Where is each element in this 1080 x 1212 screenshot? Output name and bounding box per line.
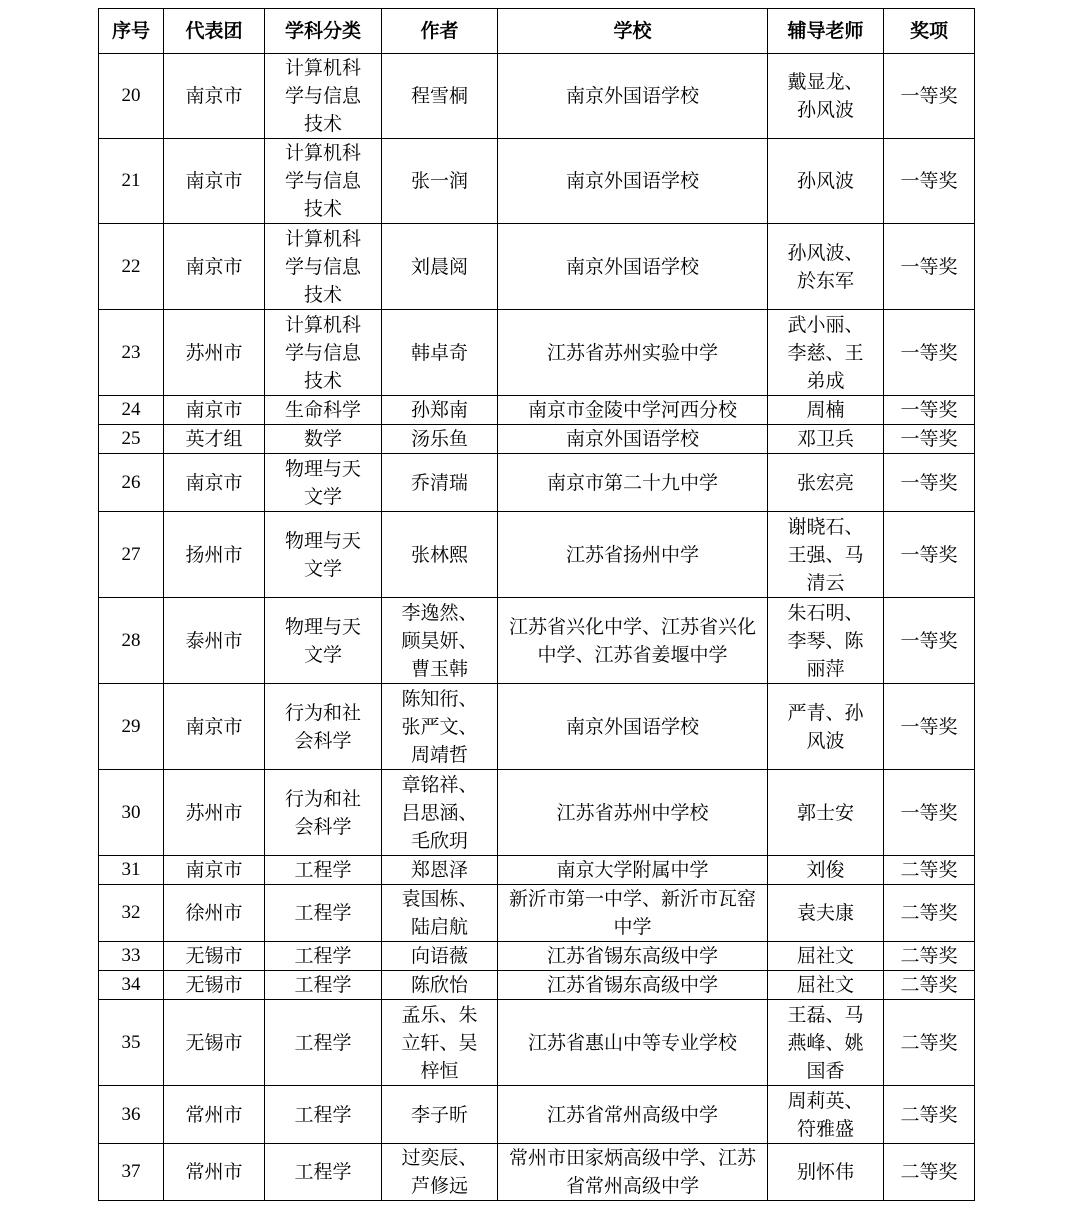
table-row bbox=[99, 1086, 975, 1144]
table-row bbox=[99, 684, 975, 770]
table-row bbox=[99, 885, 975, 942]
cell-delegation: 南京市 bbox=[164, 54, 265, 139]
cell-no: 20 bbox=[99, 54, 164, 139]
cell-school: 江苏省苏州中学校 bbox=[498, 770, 768, 856]
header-subject: 学科分类 bbox=[265, 9, 382, 54]
cell-school: 南京外国语学校 bbox=[498, 684, 768, 770]
table-row bbox=[99, 971, 975, 1000]
cell-no: 21 bbox=[99, 139, 164, 224]
cell-teacher: 戴显龙、孙风波 bbox=[768, 54, 884, 139]
cell-teacher: 屈社文 bbox=[768, 942, 884, 971]
cell-subject: 行为和社会科学 bbox=[265, 770, 382, 856]
cell-teacher: 王磊、马燕峰、姚国香 bbox=[768, 1000, 884, 1086]
cell-delegation: 南京市 bbox=[164, 139, 265, 224]
cell-teacher: 严青、孙风波 bbox=[768, 684, 884, 770]
cell-delegation: 南京市 bbox=[164, 454, 265, 512]
cell-award: 一等奖 bbox=[884, 224, 975, 310]
cell-award: 二等奖 bbox=[884, 971, 975, 1000]
cell-school: 江苏省苏州实验中学 bbox=[498, 310, 768, 396]
cell-author: 过奕辰、芦修远 bbox=[382, 1144, 498, 1201]
cell-delegation: 英才组 bbox=[164, 425, 265, 454]
table-row bbox=[99, 310, 975, 396]
cell-author: 程雪桐 bbox=[382, 54, 498, 139]
cell-teacher: 袁夫康 bbox=[768, 885, 884, 942]
cell-school: 常州市田家炳高级中学、江苏省常州高级中学 bbox=[498, 1144, 768, 1201]
cell-no: 22 bbox=[99, 224, 164, 310]
cell-author: 孟乐、朱立轩、吴梓恒 bbox=[382, 1000, 498, 1086]
cell-subject: 工程学 bbox=[265, 971, 382, 1000]
cell-author: 孙郑南 bbox=[382, 396, 498, 425]
cell-award: 二等奖 bbox=[884, 856, 975, 885]
cell-teacher: 谢晓石、王强、马清云 bbox=[768, 512, 884, 598]
cell-subject: 计算机科学与信息技术 bbox=[265, 310, 382, 396]
cell-award: 二等奖 bbox=[884, 1000, 975, 1086]
cell-award: 一等奖 bbox=[884, 54, 975, 139]
cell-author: 郑恩泽 bbox=[382, 856, 498, 885]
cell-subject: 物理与天文学 bbox=[265, 598, 382, 684]
cell-delegation: 南京市 bbox=[164, 684, 265, 770]
cell-no: 34 bbox=[99, 971, 164, 1000]
cell-award: 一等奖 bbox=[884, 425, 975, 454]
table-header-row bbox=[99, 9, 975, 54]
cell-school: 南京外国语学校 bbox=[498, 425, 768, 454]
cell-teacher: 朱石明、李琴、陈丽萍 bbox=[768, 598, 884, 684]
cell-no: 28 bbox=[99, 598, 164, 684]
cell-school: 江苏省锡东高级中学 bbox=[498, 942, 768, 971]
cell-award: 二等奖 bbox=[884, 1144, 975, 1201]
cell-teacher: 郭士安 bbox=[768, 770, 884, 856]
cell-award: 一等奖 bbox=[884, 598, 975, 684]
header-no: 序号 bbox=[99, 9, 164, 54]
cell-delegation: 苏州市 bbox=[164, 310, 265, 396]
cell-delegation: 南京市 bbox=[164, 396, 265, 425]
cell-delegation: 苏州市 bbox=[164, 770, 265, 856]
table-row bbox=[99, 942, 975, 971]
cell-award: 二等奖 bbox=[884, 885, 975, 942]
cell-author: 向语薇 bbox=[382, 942, 498, 971]
cell-delegation: 常州市 bbox=[164, 1086, 265, 1144]
cell-author: 陈欣怡 bbox=[382, 971, 498, 1000]
cell-teacher: 孙风波 bbox=[768, 139, 884, 224]
cell-school: 南京外国语学校 bbox=[498, 54, 768, 139]
table-row bbox=[99, 54, 975, 139]
cell-award: 一等奖 bbox=[884, 396, 975, 425]
cell-no: 24 bbox=[99, 396, 164, 425]
cell-teacher: 孙风波、於东军 bbox=[768, 224, 884, 310]
cell-subject: 行为和社会科学 bbox=[265, 684, 382, 770]
cell-subject: 工程学 bbox=[265, 1000, 382, 1086]
cell-delegation: 徐州市 bbox=[164, 885, 265, 942]
cell-subject: 计算机科学与信息技术 bbox=[265, 139, 382, 224]
header-school: 学校 bbox=[498, 9, 768, 54]
table-row bbox=[99, 139, 975, 224]
table-row bbox=[99, 856, 975, 885]
cell-delegation: 常州市 bbox=[164, 1144, 265, 1201]
cell-delegation: 无锡市 bbox=[164, 942, 265, 971]
table-row bbox=[99, 598, 975, 684]
cell-award: 一等奖 bbox=[884, 684, 975, 770]
table-row bbox=[99, 396, 975, 425]
cell-subject: 物理与天文学 bbox=[265, 454, 382, 512]
cell-no: 31 bbox=[99, 856, 164, 885]
cell-teacher: 邓卫兵 bbox=[768, 425, 884, 454]
table-row bbox=[99, 1000, 975, 1086]
cell-delegation: 泰州市 bbox=[164, 598, 265, 684]
cell-author: 陈知衎、张严文、周靖哲 bbox=[382, 684, 498, 770]
cell-delegation: 南京市 bbox=[164, 224, 265, 310]
cell-school: 江苏省扬州中学 bbox=[498, 512, 768, 598]
table-row bbox=[99, 454, 975, 512]
cell-award: 一等奖 bbox=[884, 139, 975, 224]
cell-author: 章铭祥、吕思涵、毛欣玥 bbox=[382, 770, 498, 856]
cell-delegation: 无锡市 bbox=[164, 1000, 265, 1086]
cell-no: 26 bbox=[99, 454, 164, 512]
cell-no: 25 bbox=[99, 425, 164, 454]
cell-school: 南京外国语学校 bbox=[498, 224, 768, 310]
cell-school: 江苏省锡东高级中学 bbox=[498, 971, 768, 1000]
cell-teacher: 周楠 bbox=[768, 396, 884, 425]
cell-author: 汤乐鱼 bbox=[382, 425, 498, 454]
table-row bbox=[99, 1144, 975, 1201]
cell-author: 张林熙 bbox=[382, 512, 498, 598]
cell-subject: 工程学 bbox=[265, 942, 382, 971]
table-row bbox=[99, 770, 975, 856]
cell-no: 33 bbox=[99, 942, 164, 971]
cell-school: 江苏省常州高级中学 bbox=[498, 1086, 768, 1144]
table-row bbox=[99, 224, 975, 310]
cell-no: 35 bbox=[99, 1000, 164, 1086]
cell-subject: 工程学 bbox=[265, 856, 382, 885]
cell-subject: 计算机科学与信息技术 bbox=[265, 54, 382, 139]
cell-school: 新沂市第一中学、新沂市瓦窑中学 bbox=[498, 885, 768, 942]
cell-subject: 工程学 bbox=[265, 1086, 382, 1144]
cell-delegation: 无锡市 bbox=[164, 971, 265, 1000]
cell-subject: 计算机科学与信息技术 bbox=[265, 224, 382, 310]
cell-school: 南京市第二十九中学 bbox=[498, 454, 768, 512]
cell-author: 韩卓奇 bbox=[382, 310, 498, 396]
cell-no: 30 bbox=[99, 770, 164, 856]
award-table bbox=[98, 8, 975, 1201]
cell-subject: 物理与天文学 bbox=[265, 512, 382, 598]
header-delegation: 代表团 bbox=[164, 9, 265, 54]
cell-author: 乔清瑞 bbox=[382, 454, 498, 512]
table-row bbox=[99, 425, 975, 454]
cell-award: 二等奖 bbox=[884, 942, 975, 971]
cell-delegation: 扬州市 bbox=[164, 512, 265, 598]
cell-no: 29 bbox=[99, 684, 164, 770]
cell-teacher: 武小丽、李慈、王弟成 bbox=[768, 310, 884, 396]
cell-teacher: 别怀伟 bbox=[768, 1144, 884, 1201]
cell-author: 刘晨阅 bbox=[382, 224, 498, 310]
cell-award: 二等奖 bbox=[884, 1086, 975, 1144]
cell-award: 一等奖 bbox=[884, 512, 975, 598]
cell-award: 一等奖 bbox=[884, 770, 975, 856]
header-award: 奖项 bbox=[884, 9, 975, 54]
header-teacher: 辅导老师 bbox=[768, 9, 884, 54]
cell-author: 李逸然、顾昊妍、曹玉韩 bbox=[382, 598, 498, 684]
cell-no: 23 bbox=[99, 310, 164, 396]
cell-no: 32 bbox=[99, 885, 164, 942]
cell-school: 南京外国语学校 bbox=[498, 139, 768, 224]
cell-author: 袁国栋、陆启航 bbox=[382, 885, 498, 942]
cell-subject: 数学 bbox=[265, 425, 382, 454]
cell-delegation: 南京市 bbox=[164, 856, 265, 885]
cell-teacher: 周莉英、符雅盛 bbox=[768, 1086, 884, 1144]
cell-author: 李子昕 bbox=[382, 1086, 498, 1144]
cell-subject: 工程学 bbox=[265, 885, 382, 942]
cell-school: 江苏省惠山中等专业学校 bbox=[498, 1000, 768, 1086]
cell-teacher: 张宏亮 bbox=[768, 454, 884, 512]
cell-school: 南京市金陵中学河西分校 bbox=[498, 396, 768, 425]
cell-subject: 生命科学 bbox=[265, 396, 382, 425]
cell-teacher: 刘俊 bbox=[768, 856, 884, 885]
cell-teacher: 屈社文 bbox=[768, 971, 884, 1000]
cell-no: 36 bbox=[99, 1086, 164, 1144]
cell-author: 张一润 bbox=[382, 139, 498, 224]
cell-no: 37 bbox=[99, 1144, 164, 1201]
cell-school: 江苏省兴化中学、江苏省兴化中学、江苏省姜堰中学 bbox=[498, 598, 768, 684]
cell-subject: 工程学 bbox=[265, 1144, 382, 1201]
cell-award: 一等奖 bbox=[884, 310, 975, 396]
cell-no: 27 bbox=[99, 512, 164, 598]
table-row bbox=[99, 512, 975, 598]
cell-school: 南京大学附属中学 bbox=[498, 856, 768, 885]
header-author: 作者 bbox=[382, 9, 498, 54]
cell-award: 一等奖 bbox=[884, 454, 975, 512]
